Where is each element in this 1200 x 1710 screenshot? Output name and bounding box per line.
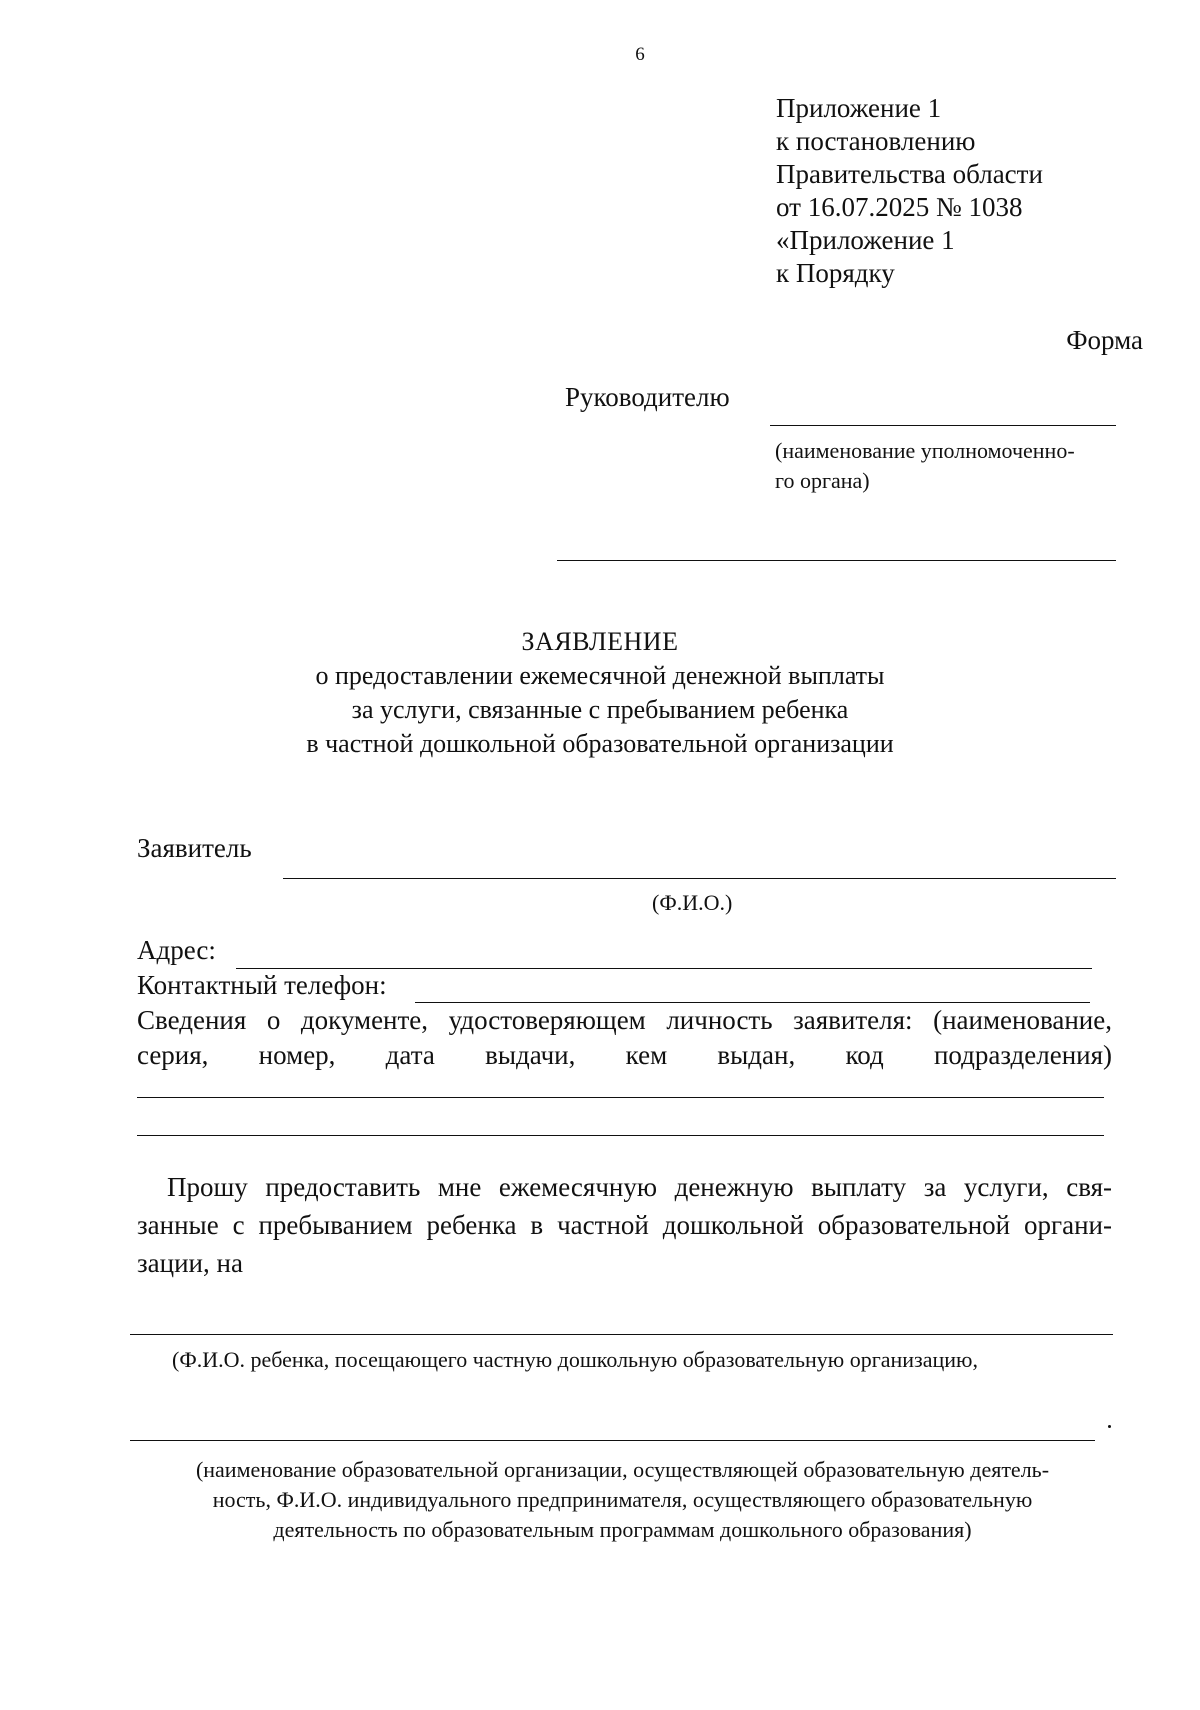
document-info-blank-line[interactable] <box>137 1097 1104 1098</box>
title-main: ЗАЯВЛЕНИЕ <box>521 627 679 656</box>
appendix-line: к постановлению <box>776 126 976 156</box>
document-info-blank-line[interactable] <box>137 1135 1104 1136</box>
child-fio-note: (Ф.И.О. ребенка, посещающего частную дошкольную образовательную организацию, <box>172 1347 978 1372</box>
request-line: занные с пребыванием ребенка в частной дошкольной образовательной органи- <box>137 1210 1112 1240</box>
addressee-label: Руководителю <box>565 382 730 412</box>
addressee-blank-line[interactable] <box>770 425 1116 426</box>
applicant-label: Заявитель <box>137 833 252 863</box>
request-line: зации, на <box>137 1248 243 1278</box>
applicant-fio-line[interactable] <box>283 878 1116 879</box>
organization-note-line: (наименование образовательной организации, осуществляющей образовательную деятель- <box>195 1457 1050 1482</box>
form-label: Форма <box>1066 325 1143 355</box>
document-title <box>250 625 950 761</box>
appendix-line: Правительства области <box>776 159 1043 189</box>
title-line: за услуги, связанные с пребыванием ребенка <box>351 695 849 724</box>
addressee-note-line: (наименование уполномоченно- <box>775 438 1075 463</box>
appendix-line: Приложение 1 <box>776 93 942 123</box>
addressee-note-line: го органа) <box>775 468 870 493</box>
appendix-line: от 16.07.2025 № 1038 <box>776 192 1023 222</box>
applicant-fio-note: (Ф.И.О.) <box>652 890 733 915</box>
child-fio-line[interactable] <box>130 1334 1113 1335</box>
organization-line[interactable] <box>130 1440 1095 1441</box>
address-label: Адрес: <box>137 935 216 965</box>
document-info-line: Сведения о документе, удостоверяющем личность заявителя: (наименование, <box>137 1005 1112 1035</box>
title-line: о предоставлении ежемесячной денежной выплаты <box>315 661 885 690</box>
phone-line[interactable] <box>415 1002 1090 1003</box>
appendix-header <box>776 92 1043 290</box>
appendix-line: к Порядку <box>776 258 895 288</box>
request-paragraph <box>137 1168 1112 1282</box>
request-line: Прошу предоставить мне ежемесячную денежную выплату за услуги, свя- <box>167 1172 1112 1202</box>
title-line: в частной дошкольной образовательной организации <box>306 729 894 758</box>
organization-note <box>130 1455 1115 1545</box>
period-mark <box>1108 1425 1111 1428</box>
appendix-line: «Приложение 1 <box>776 225 955 255</box>
phone-label: Контактный телефон: <box>137 970 387 1000</box>
address-line[interactable] <box>236 968 1092 969</box>
addressee-note <box>775 436 1075 496</box>
organization-note-line: ность, Ф.И.О. индивидуального предпринимателя, осуществляющего образовательную <box>212 1487 1033 1512</box>
page-number: 6 <box>635 44 645 65</box>
document-info-line: серия, номер, дата выдачи, кем выдан, код подразделения) <box>137 1040 1112 1070</box>
addressee-second-blank-line[interactable] <box>557 560 1116 561</box>
organization-note-line: деятельность по образовательным программам дошкольного образования) <box>273 1517 972 1542</box>
